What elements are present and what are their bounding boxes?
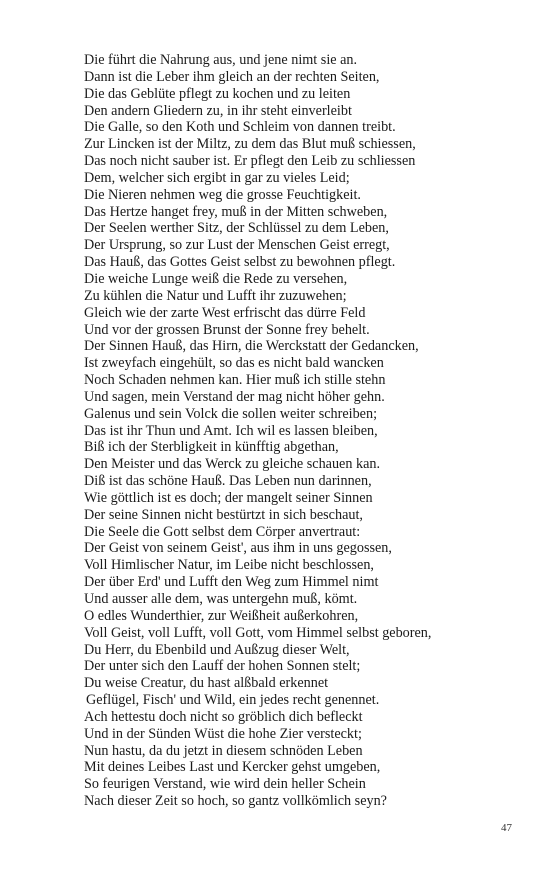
poem-line: Und sagen, mein Verstand der mag nicht höher gehn.: [84, 388, 385, 405]
poem-line: Das Hauß, das Gottes Geist selbst zu bewohnen pflegt.: [84, 254, 396, 271]
poem-line: Diß ist das schöne Hauß. Das Leben nun darinnen,: [84, 473, 372, 490]
poem-line: Zur Lincken ist der Miltz, zu dem das Blut muß schiessen,: [84, 136, 416, 153]
poem-line: Dem, welcher sich ergibt in gar zu vieles Leid;: [84, 169, 350, 186]
poem-line: Der unter sich den Lauff der hohen Sonnen stelt;: [84, 658, 361, 675]
poem-line: Der Sinnen Hauß, das Hirn, die Werckstatt der Gedancken,: [84, 338, 419, 355]
poem-line: Und in der Sünden Wüst die hohe Zier versteckt;: [84, 725, 362, 742]
poem-line: Biß ich der Sterbligkeit in künfftig abgethan,: [84, 439, 339, 456]
poem-line: Das ist ihr Thun und Amt. Ich wil es lassen bleiben,: [84, 422, 378, 439]
poem-line: Wie göttlich ist es doch; der mangelt seiner Sinnen: [84, 489, 373, 506]
poem-line: Du Herr, du Ebenbild und Außzug dieser Welt,: [84, 641, 350, 658]
poem-line: Der über Erd' und Lufft den Weg zum Himmel nimt: [84, 574, 379, 591]
poem-line: Die das Geblüte pflegt zu kochen und zu leiten: [84, 85, 351, 102]
poem-line: Gleich wie der zarte West erfrischt das dürre Feld: [84, 304, 366, 321]
poem-line: Der Ursprung, so zur Lust der Menschen Geist erregt,: [84, 237, 390, 254]
poem-line: Die weiche Lunge weiß die Rede zu versehen,: [84, 270, 348, 287]
poem-line: Voll Geist, voll Lufft, voll Gott, vom Himmel selbst geboren,: [84, 624, 432, 641]
poem-line: Die Seele die Gott selbst dem Cörper anvertraut:: [84, 523, 361, 540]
poem-line: Das noch nicht sauber ist. Er pflegt den Leib zu schliessen: [84, 153, 416, 170]
poem-line: Der Seelen werther Sitz, der Schlüssel zu dem Leben,: [84, 220, 389, 237]
poem-line: Nach dieser Zeit so hoch, so gantz vollkömlich seyn?: [84, 793, 387, 810]
poem-line: So feurigen Verstand, wie wird dein heller Schein: [84, 776, 366, 793]
poem-line: Mit deines Leibes Last und Kercker gehst umgeben,: [84, 759, 381, 776]
poem-line: Den andern Gliedern zu, in ihr steht einverleibt: [84, 102, 352, 119]
page-number: 47: [501, 822, 512, 834]
poem-line: Nun hastu, da du jetzt in diesem schnöden Leben: [84, 742, 363, 759]
poem-text: [84, 52, 524, 810]
poem-line: Die Nieren nehmen weg die grosse Feuchtigkeit.: [84, 186, 361, 203]
poem-line: Der Geist von seinem Geist', aus ihm in uns gegossen,: [84, 540, 392, 557]
poem-line: Ist zweyfach eingehült, so das es nicht bald wancken: [84, 355, 384, 372]
poem-line: Und ausser alle dem, was untergehn muß, kömt.: [84, 591, 358, 607]
poem-line: Die führt die Nahrung aus, und jene nimt sie an.: [84, 52, 358, 68]
poem-line: Der seine Sinnen nicht bestürtzt in sich beschaut,: [84, 506, 363, 523]
poem-line: Galenus und sein Volck die sollen weiter schreiben;: [84, 405, 378, 422]
poem-line: Geflügel, Fisch' und Wild, ein jedes recht genennet.: [86, 692, 380, 709]
poem-line: Dann ist die Leber ihm gleich an der rechten Seiten,: [84, 68, 380, 85]
poem-line: Den Meister und das Werck zu gleiche schauen kan.: [84, 456, 381, 473]
poem-line: Das Hertze hanget frey, muß in der Mitten schweben,: [84, 203, 388, 220]
poem-line: Noch Schaden nehmen kan. Hier muß ich stille stehn: [84, 372, 386, 389]
poem-line: Zu kühlen die Natur und Lufft ihr zuzuwehen;: [84, 287, 347, 304]
poem-line: Die Galle, so den Koth und Schleim von dannen treibt.: [84, 119, 396, 136]
poem-line: Ach hettestu doch nicht so gröblich dich befleckt: [84, 708, 363, 725]
poem-line: Voll Himlischer Natur, im Leibe nicht beschlossen,: [84, 557, 374, 574]
poem-line: Du weise Creatur, du hast alßbald erkennet: [84, 675, 329, 692]
poem-line: Und vor der grossen Brunst der Sonne frey behelt.: [84, 321, 370, 338]
poem-line: O edles Wunderthier, zur Weißheit außerkohren,: [84, 607, 359, 624]
